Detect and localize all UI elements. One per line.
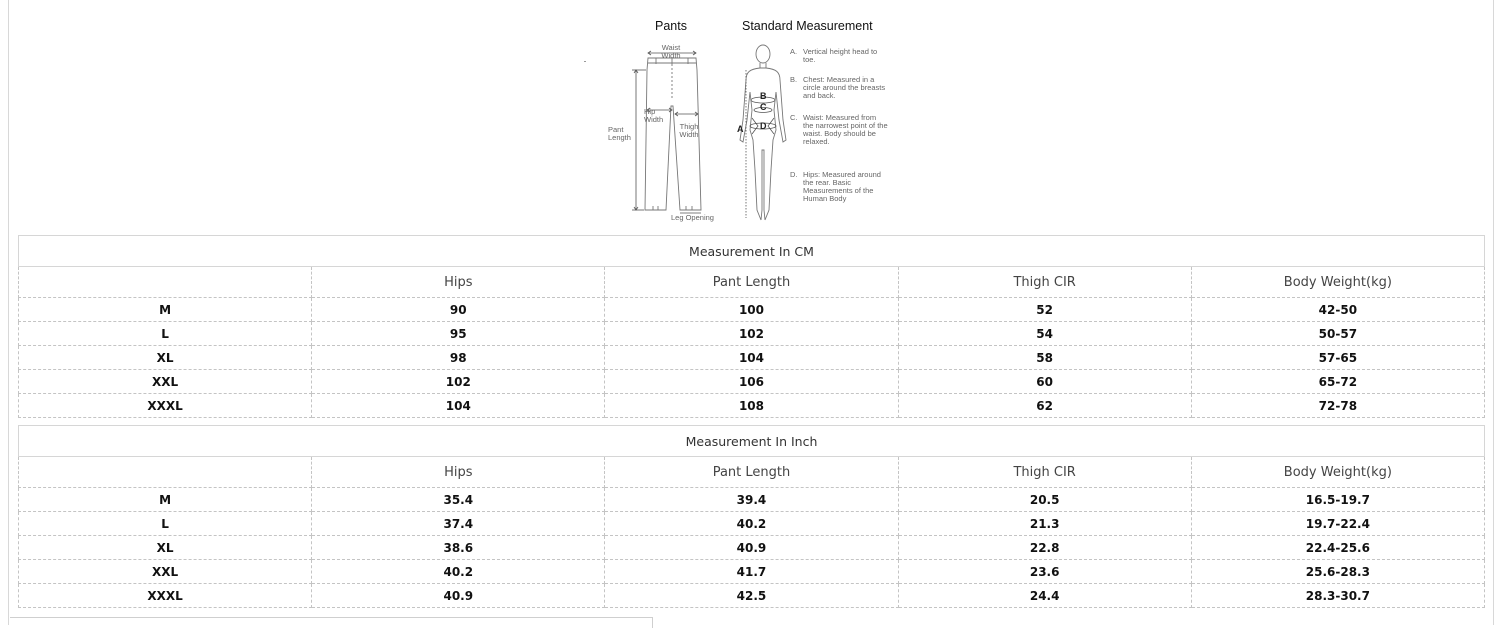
measurement-diagram [600, 10, 900, 230]
table-cell: 58 [898, 346, 1191, 370]
table-cell: 102 [312, 370, 605, 394]
table-row [19, 394, 1485, 418]
description-key: A. [790, 47, 798, 56]
table-cell: 19.7-22.4 [1191, 512, 1484, 536]
table-cell: 104 [605, 346, 898, 370]
table-cell: 100 [605, 298, 898, 322]
table-cell: 42.5 [605, 584, 898, 608]
table-cell: 104 [312, 394, 605, 418]
size-cell: L [19, 322, 312, 346]
table-cell: 102 [605, 322, 898, 346]
table-cell: 16.5-19.7 [1191, 488, 1484, 512]
pant-length-label: Pant Length [608, 125, 631, 142]
table-cell: 108 [605, 394, 898, 418]
table-cell: 37.4 [312, 512, 605, 536]
table-row [19, 322, 1485, 346]
description-text: Hips: Measured around the rear. Basic Measurements of the Human Body [803, 170, 881, 203]
letter-a: A [737, 124, 744, 134]
table-cell: 40.9 [312, 584, 605, 608]
size-cell: M [19, 488, 312, 512]
table-cell: 22.4-25.6 [1191, 536, 1484, 560]
page-frame-right [1493, 0, 1494, 625]
table-cell: 41.7 [605, 560, 898, 584]
table-row [19, 560, 1485, 584]
letter-b: B [760, 91, 767, 101]
table-cell: 35.4 [312, 488, 605, 512]
table-cell: 60 [898, 370, 1191, 394]
table-title: Measurement In Inch [19, 426, 1485, 457]
table-cell: 72-78 [1191, 394, 1484, 418]
table-cell: 62 [898, 394, 1191, 418]
table-row [19, 298, 1485, 322]
table-header-row [19, 267, 1485, 298]
table-row [19, 536, 1485, 560]
table-cell: 57-65 [1191, 346, 1484, 370]
header-cell [19, 457, 312, 488]
leg-opening-label: Leg Opening [671, 213, 714, 222]
table-cell: 65-72 [1191, 370, 1484, 394]
stray-dot [584, 61, 586, 62]
page-frame-left [8, 0, 9, 625]
letter-c: C [760, 102, 767, 112]
description-text: Chest: Measured in a circle around the breasts and back. [803, 75, 886, 100]
header-cell: Body Weight(kg) [1191, 267, 1484, 298]
size-table-inch [18, 425, 1485, 608]
hip-width-label: Hip Width [644, 107, 664, 124]
table-cell: 50-57 [1191, 322, 1484, 346]
table-cell: 106 [605, 370, 898, 394]
pants-title: Pants [655, 19, 687, 33]
table-cell: 38.6 [312, 536, 605, 560]
description-text: Waist: Measured from the narrowest point of the waist. Body should be relaxed. [803, 113, 888, 146]
thigh-width-label: Thigh Width [679, 122, 699, 139]
table-header-row [19, 457, 1485, 488]
table-cell: 52 [898, 298, 1191, 322]
body-illustration [740, 45, 786, 220]
size-cell: M [19, 298, 312, 322]
header-cell: Hips [312, 457, 605, 488]
size-cell: XXL [19, 560, 312, 584]
header-cell: Pant Length [605, 267, 898, 298]
description-key: D. [790, 170, 798, 179]
header-cell: Thigh CIR [898, 457, 1191, 488]
table-row [19, 488, 1485, 512]
description-text: Vertical height head to toe. [803, 47, 878, 64]
table-cell: 39.4 [605, 488, 898, 512]
waist-width-label: Waist Width [661, 43, 681, 60]
table-row [19, 346, 1485, 370]
table-cell: 23.6 [898, 560, 1191, 584]
header-cell: Hips [312, 267, 605, 298]
table-row [19, 512, 1485, 536]
table-cell: 54 [898, 322, 1191, 346]
table-cell: 25.6-28.3 [1191, 560, 1484, 584]
table-cell: 90 [312, 298, 605, 322]
bottom-panel-edge [10, 617, 653, 628]
table-cell: 98 [312, 346, 605, 370]
table-cell: 20.5 [898, 488, 1191, 512]
letter-d: D [760, 121, 767, 131]
table-cell: 28.3-30.7 [1191, 584, 1484, 608]
size-cell: XXXL [19, 394, 312, 418]
size-cell: XL [19, 536, 312, 560]
table-cell: 22.8 [898, 536, 1191, 560]
description-key: B. [790, 75, 798, 84]
size-cell: XXXL [19, 584, 312, 608]
size-cell: L [19, 512, 312, 536]
table-cell: 40.2 [605, 512, 898, 536]
size-table-cm [18, 235, 1485, 418]
table-row [19, 584, 1485, 608]
table-row [19, 370, 1485, 394]
table-cell: 95 [312, 322, 605, 346]
size-cell: XXL [19, 370, 312, 394]
table-cell: 21.3 [898, 512, 1191, 536]
header-cell [19, 267, 312, 298]
description-key: C. [790, 113, 798, 122]
table-title: Measurement In CM [19, 236, 1485, 267]
table-cell: 24.4 [898, 584, 1191, 608]
standard-measurement-title: Standard Measurement [742, 19, 873, 33]
table-cell: 40.9 [605, 536, 898, 560]
header-cell: Thigh CIR [898, 267, 1191, 298]
table-cell: 42-50 [1191, 298, 1484, 322]
table-cell: 40.2 [312, 560, 605, 584]
header-cell: Pant Length [605, 457, 898, 488]
header-cell: Body Weight(kg) [1191, 457, 1484, 488]
size-cell: XL [19, 346, 312, 370]
